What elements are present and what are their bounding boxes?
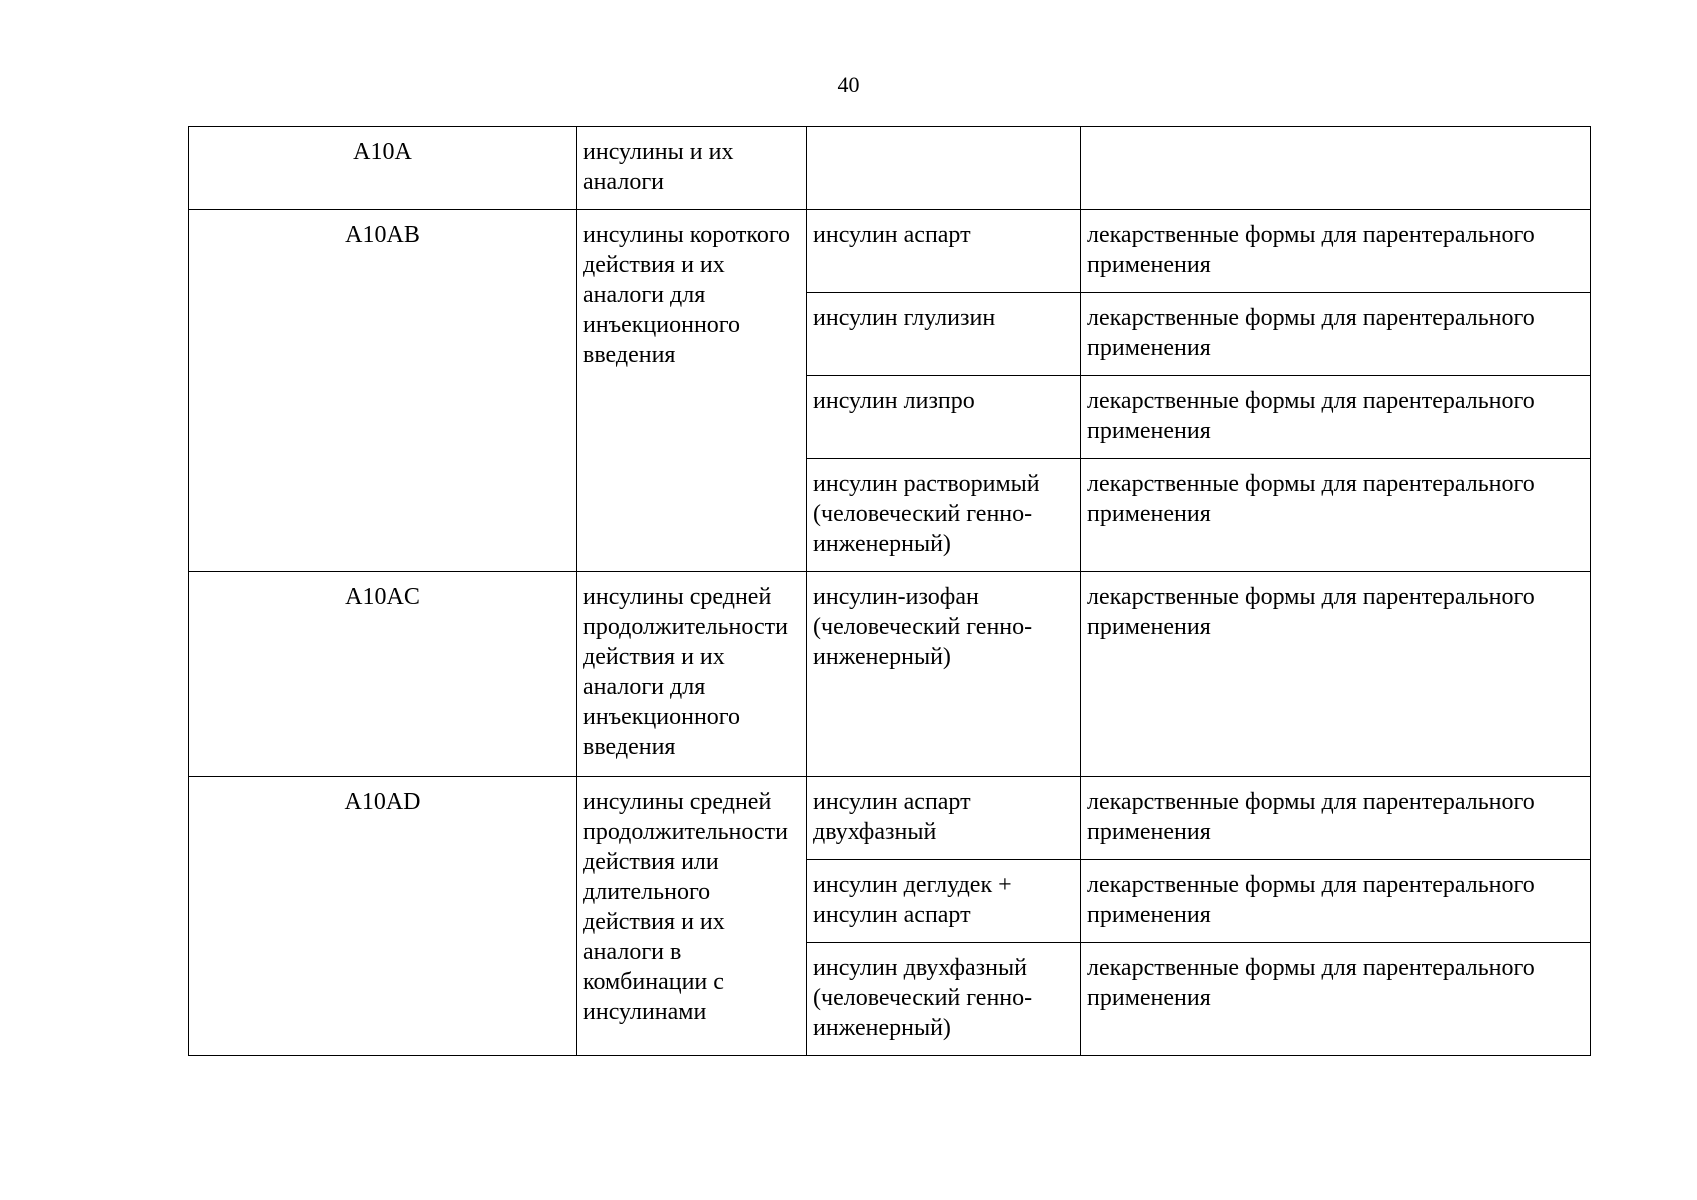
group-name: инсулины средней продолжительности действия и их аналоги для инъекционного введения	[583, 584, 788, 760]
atc-code: A10AC	[345, 584, 420, 610]
dosage-form: лекарственные формы для парентерального применения	[1087, 222, 1535, 278]
drug-name: инсулин двухфазный (человеческий генно-инженерный)	[813, 955, 1033, 1041]
drug-name: инсулин-изофан (человеческий генно-инженерный)	[813, 584, 1033, 670]
drug-table	[188, 126, 1591, 1056]
atc-code-cell	[189, 572, 577, 777]
dosage-form-cell	[1081, 777, 1591, 860]
drug-name-cell	[807, 860, 1081, 943]
page-number: 40	[837, 72, 860, 97]
dosage-form: лекарственные формы для парентерального применения	[1087, 584, 1535, 640]
atc-code-cell	[189, 777, 577, 1056]
table-row	[189, 127, 1591, 210]
dosage-form: лекарственные формы для парентерального применения	[1087, 388, 1535, 444]
table-row	[189, 777, 1591, 860]
drug-name-cell	[807, 943, 1081, 1056]
dosage-form: лекарственные формы для парентерального применения	[1087, 305, 1535, 361]
drug-name: инсулин растворимый (человеческий генно-инженерный)	[813, 471, 1040, 557]
group-name-cell	[577, 572, 807, 777]
dosage-form-cell	[1081, 943, 1591, 1056]
drug-name: инсулин глулизин	[813, 305, 996, 331]
table-row	[189, 572, 1591, 777]
group-name-cell	[577, 777, 807, 1056]
table-row	[189, 210, 1591, 293]
dosage-form: лекарственные формы для парентерального применения	[1087, 471, 1535, 527]
atc-code: A10A	[353, 139, 412, 165]
drug-name-cell	[807, 572, 1081, 777]
drug-name-cell	[807, 459, 1081, 572]
dosage-form-cell	[1081, 459, 1591, 572]
dosage-form-cell	[1081, 572, 1591, 777]
atc-code-cell	[189, 127, 577, 210]
group-name: инсулины средней продолжительности действия или длительного действия и их аналоги в комбинации с инсулинами	[583, 789, 788, 1025]
dosage-form-cell	[1081, 210, 1591, 293]
drug-name-cell	[807, 777, 1081, 860]
dosage-form: лекарственные формы для парентерального применения	[1087, 789, 1535, 845]
drug-name-cell	[807, 376, 1081, 459]
group-name-cell	[577, 210, 807, 572]
drug-name-cell	[807, 127, 1081, 210]
atc-code: A10AB	[345, 222, 420, 248]
drug-name-cell	[807, 293, 1081, 376]
drug-name: инсулин деглудек + инсулин аспарт	[813, 872, 1012, 928]
group-name: инсулины и их аналоги	[583, 139, 734, 195]
drug-name: инсулин аспарт	[813, 222, 971, 248]
atc-code: A10AD	[344, 789, 421, 815]
drug-name-cell	[807, 210, 1081, 293]
drug-name: инсулин аспарт двухфазный	[813, 789, 971, 845]
dosage-form-cell	[1081, 376, 1591, 459]
dosage-form: лекарственные формы для парентерального применения	[1087, 872, 1535, 928]
atc-code-cell	[189, 210, 577, 572]
drug-name: инсулин лизпро	[813, 388, 975, 414]
dosage-form: лекарственные формы для парентерального применения	[1087, 955, 1535, 1011]
dosage-form-cell	[1081, 127, 1591, 210]
group-name: инсулины короткого действия и их аналоги для инъекционного введения	[583, 222, 791, 368]
group-name-cell	[577, 127, 807, 210]
dosage-form-cell	[1081, 860, 1591, 943]
dosage-form-cell	[1081, 293, 1591, 376]
